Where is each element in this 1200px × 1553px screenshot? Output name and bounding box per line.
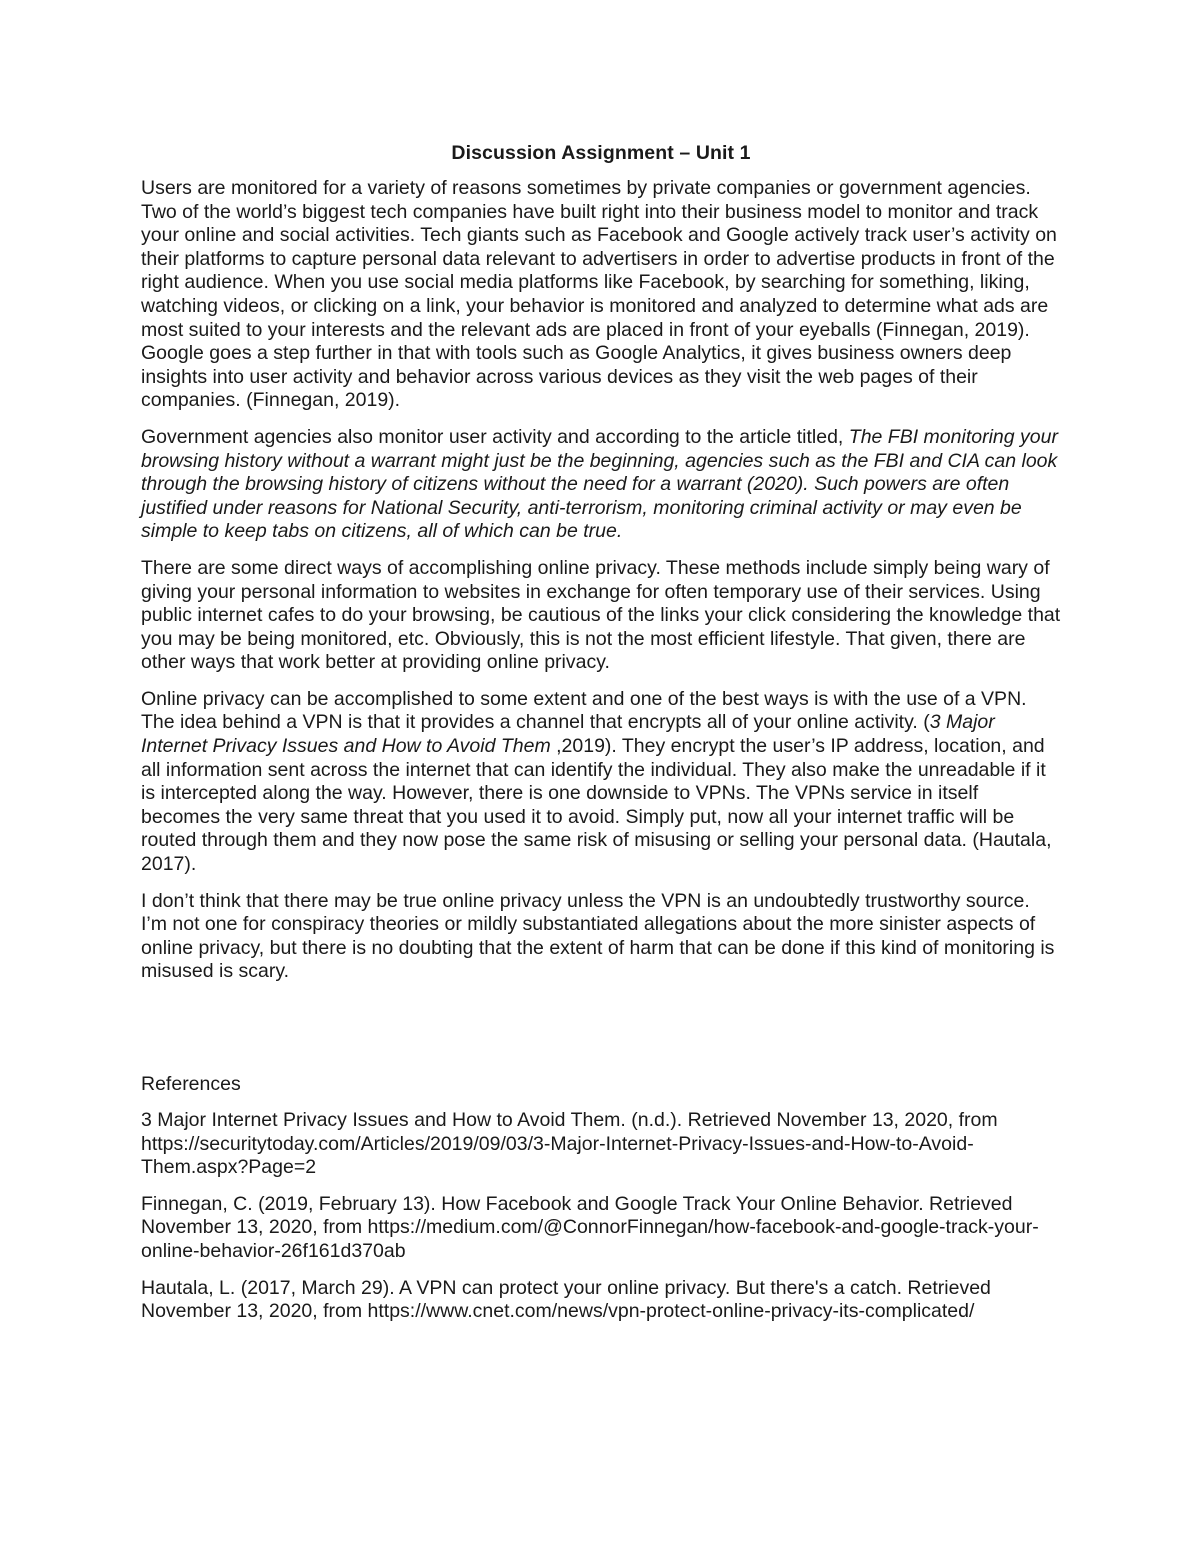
paragraph-lead-text: Government agencies also monitor user activity and according to the article titled,: [141, 425, 849, 448]
reference-item: 3 Major Internet Privacy Issues and How to Avoid Them. (n.d.). Retrieved November 13, 2020, from https://securitytoday.com/Articles/2019/09/03/3-Major-Internet-Privacy-Issues-and-How-to-Avoid-Them.aspx?Page=2: [141, 1109, 998, 1179]
references-heading: References: [141, 1073, 241, 1095]
paragraph-rest-text: ,2019). They encrypt the user’s IP address, location, and all information sent across the internet that can identify the individual. They also make the unreadable if it is intercepted along the way. However, there is one downside to VPNs. The VPNs service in itself becomes the very same threat that you used it to avoid. Simply put, now all your internet traffic will be routed through them and they now pose the same risk of misusing or selling your personal data. (Hautala, 2017).: [141, 735, 1052, 876]
paragraph-vpn-privacy: [141, 688, 1061, 877]
paragraph-lead-text: Online privacy can be accomplished to some extent and one of the best ways is with the use of a VPN. The idea behind a VPN is that it provides a channel that encrypts all of your online activity. (: [141, 687, 1027, 734]
reference-item: Finnegan, C. (2019, February 13). How Facebook and Google Track Your Online Behavior. Retrieved November 13, 2020, from https://medium.com/@ConnorFinnegan/how-facebook-and-google-track-your-online-behavior-26f161d370ab: [141, 1192, 1039, 1262]
paragraph-direct-privacy-methods: There are some direct ways of accomplishing online privacy. These methods include simply being wary of giving your personal information to websites in exchange for often temporary use of their services. Using public internet cafes to do your browsing, be cautious of the links your click considering the knowledge that you may be being monitored, etc. Obviously, this is not the most efficient lifestyle. That given, there are other ways that work better at providing online privacy.: [141, 556, 1061, 674]
paragraph-conclusion: I don’t think that there may be true online privacy unless the VPN is an undoubtedly trustworthy source. I’m not one for conspiracy theories or mildly substantiated allegations about the more sinister aspects of online privacy, but there is no doubting that the extent of harm that can be done if this kind of monitoring is misused is scary.: [141, 889, 1055, 983]
article-title-italic: The FBI monitoring your browsing history without a warrant might just be the beginning, agencies such as the FBI and CIA can look through the browsing history of citizens without the need for a warrant (2020). Such powers are often justified under reasons for National Security, anti-terrorism, monitoring criminal activity or may even be simple to keep tabs on citizens, all of which can be true.: [141, 425, 1058, 543]
paragraph-government-monitoring: [141, 426, 1061, 544]
reference-item: Hautala, L. (2017, March 29). A VPN can protect your online privacy. But there's a catch. Retrieved November 13, 2020, from https://www.cnet.com/news/vpn-protect-online-privacy-its-complicated/: [141, 1276, 991, 1323]
paragraph-tracking-by-companies: Users are monitored for a variety of reasons sometimes by private companies or government agencies. Two of the world’s biggest tech companies have built right into their business model to monitor and track your online and social activities. Tech giants such as Facebook and Google actively track user’s activity on their platforms to capture personal data relevant to advertisers in order to advertise products in front of the right audience. When you use social media platforms like Facebook, by searching for something, liking, watching videos, or clicking on a link, your behavior is monitored and analyzed to determine what ads are most suited to your interests and the relevant ads are placed in front of your eyeballs (Finnegan, 2019). Google goes a step further in that with tools such as Google Analytics, it gives business owners deep insights into user activity and behavior across various devices as they visit the web pages of their companies. (Finnegan, 2019).: [141, 177, 1057, 412]
citation-title-italic: 3 Major Internet Privacy Issues and How to Avoid Them: [141, 711, 995, 758]
document-title: Discussion Assignment – Unit 1: [451, 142, 751, 164]
section-spacer: [141, 997, 1061, 1072]
document-page: [141, 140, 1061, 1337]
